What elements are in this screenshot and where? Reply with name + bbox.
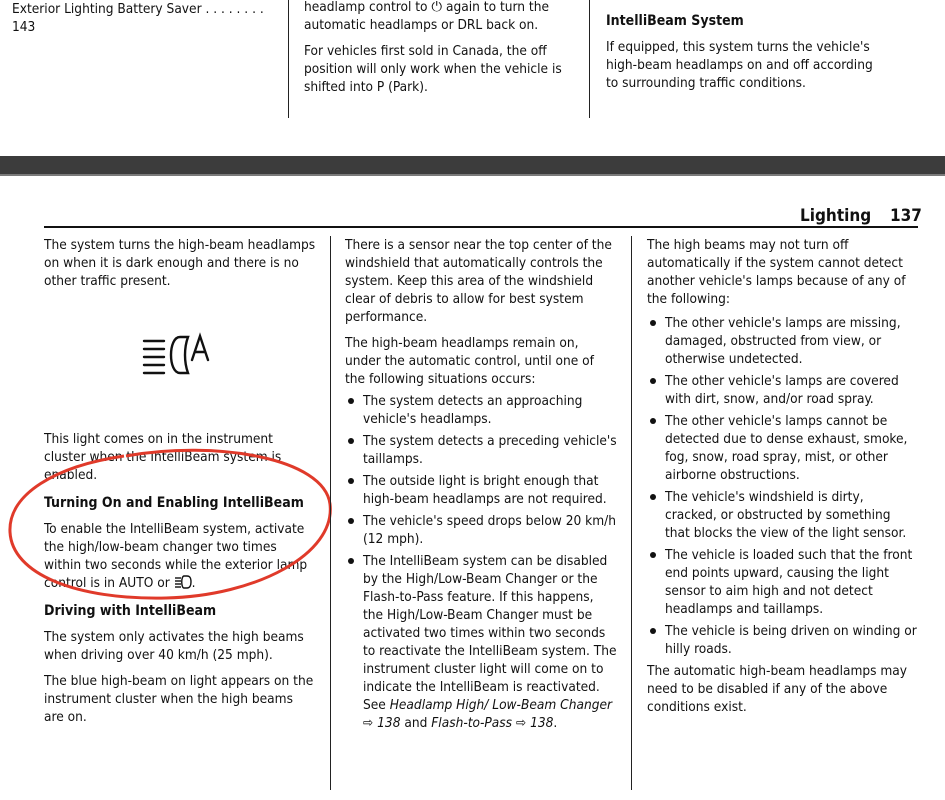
- list-item: The system detects a preceding vehicle's taillamps.: [345, 432, 617, 468]
- column-divider: [330, 236, 331, 790]
- prev-right-column: [606, 12, 876, 92]
- col3-bullet-list: [647, 314, 919, 658]
- ref-flash-to-pass-page[interactable]: ⇨ 138: [515, 715, 554, 731]
- col1-p2: This light comes on in the instrument cluster when the IntelliBeam system is enabled.: [44, 431, 282, 483]
- col1-p3-text: To enable the IntelliBeam system, activate the high/low-beam changer two times within two seconds while the exterior lamp control is in AUTO or: [44, 521, 308, 591]
- column-divider: [288, 0, 289, 118]
- prev-right-p1: If equipped, this system turns the vehicle's high-beam headlamps on and off according to surrounding traffic conditions.: [606, 39, 873, 91]
- and-text: and: [400, 715, 432, 731]
- intellibeam-indicator-icon: [142, 332, 222, 378]
- page-separator-shadow: [0, 174, 945, 176]
- prev-middle-p2: For vehicles first sold in Canada, the off position will only work when the vehicle is shifted into P (Park).: [304, 43, 562, 95]
- ref-headlamp-changer[interactable]: Headlamp High/ Low-Beam Changer: [389, 697, 613, 713]
- last-bullet-text: The IntelliBeam system can be disabled by the High/Low-Beam Changer or the Flash-to-Pass feature. If this happens, the High/Low-Beam Changer must be activated two times within two seconds to reactivate the IntelliBeam system. The instrument cluster light will come on to indicate the IntelliBeam is reactivated. See: [363, 553, 617, 713]
- page-number: 137: [890, 206, 922, 226]
- col2-p1: There is a sensor near the top center of the windshield that automatically controls the system. Keep this area of the windshield clear of debris to allow for best system performance.: [345, 237, 612, 325]
- list-item: The vehicle's windshield is dirty, cracked, or obstructed by something that blocks the view of the light sensor.: [647, 488, 919, 542]
- prev-middle-column: [304, 0, 574, 96]
- col1-p5: The blue high-beam on light appears on the instrument cluster when the high beams are on.: [44, 673, 314, 725]
- end-text: .: [553, 715, 558, 731]
- list-item: The vehicle is loaded such that the front end points upward, causing the light sensor to aim high and not detect headlamps and taillamps.: [647, 546, 919, 618]
- col2-p2: The high-beam headlamps remain on, under the automatic control, until one of the following situations occurs:: [345, 335, 594, 387]
- prev-middle-p1: headlamp control to ⏻ again to turn the automatic headlamps or DRL back on.: [304, 0, 550, 33]
- list-item: The other vehicle's lamps are covered with dirt, snow, and/or road spray.: [647, 372, 919, 408]
- page-separator: [0, 156, 945, 174]
- annotation-stroke: [10, 450, 330, 598]
- intellibeam-system-heading: IntelliBeam System: [606, 13, 744, 29]
- col1-p3-end: .: [191, 575, 196, 591]
- ref-headlamp-changer-page[interactable]: ⇨ 138: [363, 715, 401, 731]
- column-divider: [589, 0, 590, 118]
- list-item: The system detects an approaching vehicle's headlamps.: [345, 392, 617, 428]
- col3-p2: The automatic high-beam headlamps may need to be disabled if any of the above conditions exist.: [647, 663, 908, 715]
- col1-p1: The system turns the high-beam headlamps on when it is dark enough and there is no other traffic present.: [44, 237, 316, 289]
- ref-flash-to-pass[interactable]: Flash-to-Pass: [431, 715, 513, 731]
- header-rule: [44, 226, 918, 228]
- icon-area: [44, 290, 316, 430]
- driving-heading: Driving with IntelliBeam: [44, 603, 217, 619]
- list-item: The outside light is bright enough that high-beam headlamps are not required.: [345, 472, 617, 508]
- turning-on-heading: Turning On and Enabling IntelliBeam: [44, 495, 304, 511]
- list-item: The other vehicle's lamps cannot be detected due to dense exhaust, smoke, fog, snow, road spray, mist, or other airborne obstructions.: [647, 412, 919, 484]
- col1-p4: The system only activates the high beams when driving over 40 km/h (25 mph).: [44, 629, 304, 663]
- list-item: The vehicle's speed drops below 20 km/h (12 mph).: [345, 512, 617, 548]
- col3-p1: The high beams may not turn off automatically if the system cannot detect another vehicle's lamps because of any of the following:: [647, 237, 906, 307]
- prev-index-line: Exterior Lighting Battery Saver . . . . . . . . 143: [12, 1, 264, 35]
- column-divider: [631, 236, 632, 790]
- list-item: The vehicle is being driven on winding or hilly roads.: [647, 622, 919, 658]
- annotation-circle: [6, 446, 336, 606]
- list-item: [345, 552, 617, 732]
- column-2: [345, 236, 617, 736]
- section-title: Lighting: [800, 206, 872, 226]
- column-3: [647, 236, 919, 716]
- list-item: The other vehicle's lamps are missing, damaged, obstructed from view, or otherwise undetected.: [647, 314, 919, 368]
- col2-bullet-list: [345, 392, 617, 732]
